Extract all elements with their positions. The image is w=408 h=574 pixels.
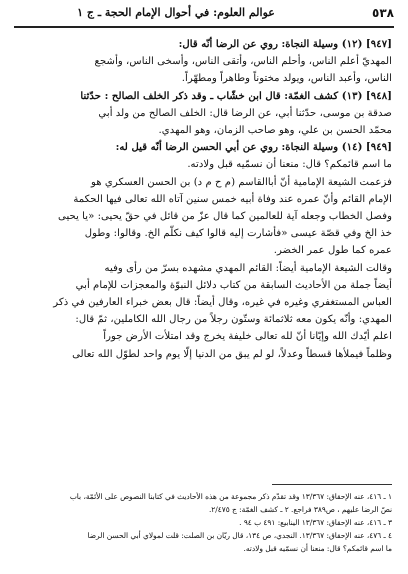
footnote-line: ٤ ـ ٤٧٦، عنه الإحقاق: ١٣/٣٦٧. النجدي، ص ١٣٤، قال ريّان بن الصلت: قلت لمولاي أبي الحسن الرضا bbox=[87, 531, 392, 540]
footnote-line: نصّ الرضا عليهم ، ص٣٨٩ فراجع. ٢ ـ كشف الغمّة: ج ٢/٤٧٥. bbox=[208, 505, 392, 514]
footnote-line: ٣ ـ ٤١٦، عنه الإحقاق: ١٣/٣٦٧ الينابيع: ٤٩١ ب ٩٤ . bbox=[239, 518, 392, 527]
text-line: وقالت الشيعة الإمامية أيضاً: القائم المهدي مشهده بسرّ من رأى وفيه bbox=[104, 262, 392, 274]
text-line: اعلم أيّدك الله وإيّانا أنّ لله تعالى خليفة يخرج وقد امتلأت الأرض جوراً bbox=[103, 331, 392, 343]
text-line: أيضاً جملة من الأحاديث السابقة من كتاب دلائل النبوّة والمعجزات للإمام أبي bbox=[75, 279, 392, 291]
text-line: الإمام القائم وأنّ عمره عند وفاة أبيه خمس سنين آتاه الله تعالى فيها الحكمة bbox=[73, 193, 392, 205]
running-header bbox=[14, 4, 394, 28]
text-line: صدقة بن موسى، حدّثنا أبي، عن الرضا قال: الخلف الصالح من ولد أبي bbox=[98, 107, 392, 119]
hadith-heading: [٩٤٩] (١٤) وسيلة النجاة: روي عن أبي الحسن الرضا أنّه قيل له: bbox=[115, 141, 392, 154]
text-line: وفصل الخطاب وجعله آية للعالمين كما قال عزّ من قائل في حقّ يحيى: «يا يحيى bbox=[57, 211, 392, 223]
text-line: فزعمت الشيعة الإمامية أنّ أباالقاسم (م ح م د) بن الحسن العسكري هو bbox=[91, 176, 392, 188]
hadith-heading: [٩٤٨] (١٣) كشف الغمّة: قال ابن خشّاب ـ وقد ذكر الخلف الصالح : حدّثنا bbox=[80, 89, 392, 102]
text-line: وظلماً فيملأها قسطاً وعدلاً، لو لم يبق من الدنيا إلّا يوم واحد لطوّل الله تعالى bbox=[72, 348, 392, 360]
text-line: المهديّ أعلم الناس، وأحلم الناس، وأتقى الناس، وأسخى الناس، وأشجع bbox=[94, 56, 392, 68]
footnote-line: ١ ـ ٤١٦، عنه الإحقاق: ١٣/٣٦٧ وقد تقدّم ذكر مجموعة من هذه الأحاديث في كتابنا النصوص على الأئمّة، باب bbox=[69, 492, 392, 501]
text-line: خذ الخ وفي قصّة عيسى «فأشارت إليه قالوا كيف نكلّم الخ. وقالوا: وطول bbox=[84, 228, 392, 240]
text-line: ما اسم قائمكم؟ قال: منعنا أن نسمّيه قبل ولادته. bbox=[187, 159, 392, 171]
text-line: العباس المستغفري وغيره في غيره، وقال أيضاً: قال بعض خبراء العارفين في ذكر bbox=[53, 297, 392, 309]
text-line: الناس، وأعبد الناس، ويولد مختوناً وطاهراً ومطهّراً. bbox=[181, 73, 392, 85]
text-line: عمره كما طول عمر الخضر. bbox=[273, 245, 392, 257]
text-line: المهدي: وأنّه يكون معه ثلاثمائة وستّون رجلاً من رجال الله الكاملين، ثمّ قال: bbox=[75, 314, 392, 326]
hadith-heading: [٩٤٧] (١٢) وسيلة النجاة: روي عن الرضا أنّه قال: bbox=[178, 38, 392, 50]
footnote-line: ما اسم قائمكم؟ قال: منعنا أن نسمّيه قبل ولادته. bbox=[243, 544, 392, 553]
main-text bbox=[16, 36, 392, 363]
text-line: محمّد الحسن بن علي، وهو صاحب الزمان، وهو المهدي. bbox=[158, 125, 392, 137]
footnote-divider bbox=[272, 484, 392, 485]
running-title: عوالم العلوم: في أحوال الإمام الحجة ـ ج ١ bbox=[77, 6, 275, 19]
page-number: ٥٣٨ bbox=[372, 6, 394, 20]
footnotes bbox=[16, 490, 392, 555]
